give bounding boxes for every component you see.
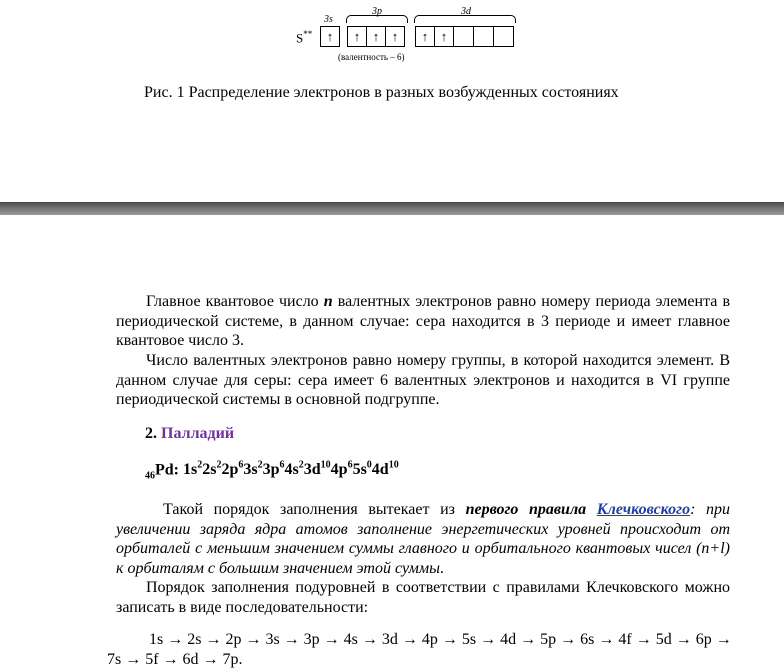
label-3s: 3s [324,14,333,25]
config-term: 4d [371,461,389,479]
paragraph-quantum-number: Главное квантовое число n валентных электронов равно номеру периода элемента в периодической системе, в данном случае: сера находится в 3 периоде и имеет главное квантовое число 3. [116,293,730,349]
config-term-exponent: 2 [298,460,304,471]
brace-3p [346,15,408,23]
config-term: 3d [303,461,321,479]
valence-note: (валентность – 6) [338,52,405,62]
config-term-exponent: 10 [320,460,331,471]
orbital-3p-2: ↑ [366,26,386,47]
figure-caption: Рис. 1 Распределение электронов в разных возбужденных состояниях [144,84,619,101]
orbital-3p-1: ↑ [347,26,367,47]
label-3d: 3d [461,6,471,17]
config-term: 2s [202,461,217,479]
config-term: 4s [284,461,299,479]
orbital-3p-3: ↑ [385,26,405,47]
electron-configuration: $_{46}$Pd: $1s^22s^22p^63s^23p^64s^23d^{10}4p^65s^04d^{10}$ [145,460,399,482]
orbital-3d-4 [473,26,494,47]
orbital-3d-5 [493,26,514,47]
orbital-3d-2: ↑ [434,26,454,47]
page-top [0,0,784,202]
config-term-exponent: 6 [279,460,285,471]
config-term: 3s [243,461,258,479]
config-term: 3p [262,461,280,479]
config-term-exponent: 6 [347,460,353,471]
page-separator [0,202,784,215]
config-term-exponent: 2 [257,460,263,471]
config-term: 5s [352,461,367,479]
config-term-exponent: 2 [197,460,203,471]
paragraph-sequence-intro: Порядок заполнения подуровней в соответствии с правилами Клечковского можно записать в виде последовательности: [116,579,730,616]
config-term-exponent: 10 [388,460,399,471]
config-term-exponent: 2 [216,460,222,471]
config-term: 4p [330,461,348,479]
orbital-3d-3 [453,26,474,47]
config-term-exponent: 0 [366,460,372,471]
sequence-line-1: 1s → 2s → 2p → 3s → 3p → 4s → 3d → 4p → 5s → 4d → 5p → 6s → 4f → 5d → 6p → [149,631,732,648]
section-heading: 2. Палладий [145,425,235,442]
klechkovsky-link[interactable]: Клечковского [596,501,691,518]
element-symbol: S** [296,29,313,46]
brace-3d [414,15,516,23]
paragraph-valence: Число валентных электронов равно номеру группы, в которой находится элемент. В данном случае для серы: сера имеет 6 валентных электронов и находится в VI группе периодической системы в основной подгруппе. [116,352,730,408]
orbital-3d-1: ↑ [415,26,435,47]
label-3p: 3p [372,6,382,17]
orbital-3s: ↑ [320,26,340,47]
paragraph-klechkovsky-rule: Такой порядок заполнения вытекает из первого правила Клечковского: при увеличении заряда ядра атомов заполнение энергетических уровней происходит от орбиталей с меньшим значением суммы главного и орбитального квантовых чисел (n+l) к орбиталям с большим значением этой суммы. [116,501,731,577]
config-term: 2p [221,461,239,479]
config-term: 1s [183,461,198,479]
sequence-line-2: 7s → 5f → 6d → 7p. [107,651,243,668]
config-term-exponent: 6 [238,460,244,471]
electron-diagram [290,0,530,70]
